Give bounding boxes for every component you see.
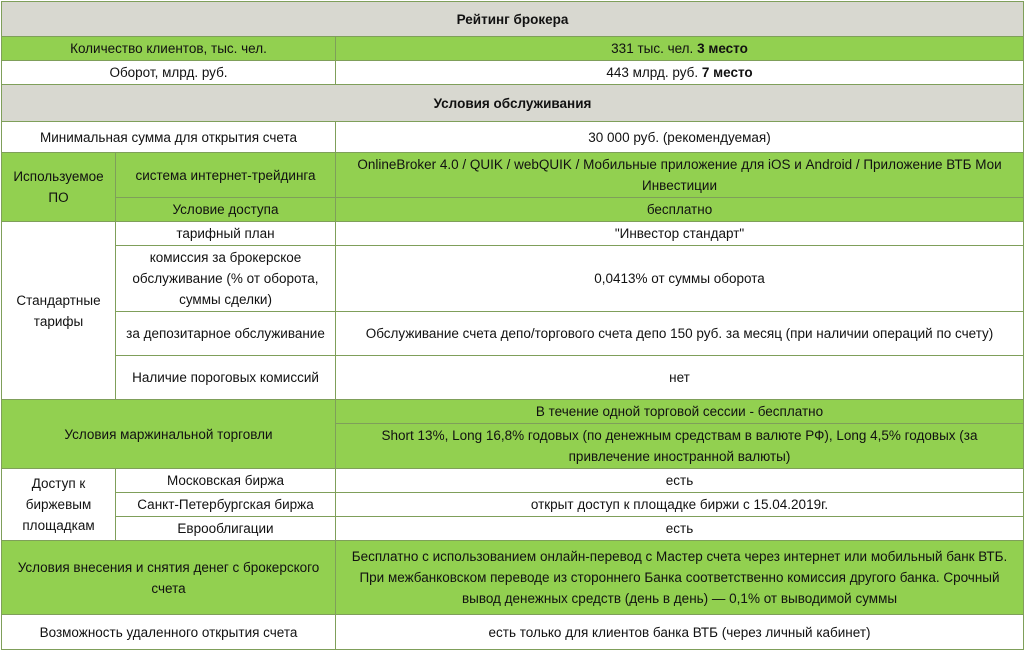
clients-rank: 3 место bbox=[697, 41, 748, 56]
threshold-value: нет bbox=[336, 356, 1024, 400]
turnover-value: 443 млрд. руб. bbox=[606, 65, 699, 80]
access-label: Условие доступа bbox=[116, 198, 336, 222]
threshold-label: Наличие пороговых комиссий bbox=[116, 356, 336, 400]
turnover-label: Оборот, млрд. руб. bbox=[2, 61, 336, 85]
spb-label: Санкт-Петербургская биржа bbox=[116, 493, 336, 517]
moex-value: есть bbox=[336, 469, 1024, 493]
tariff-plan-value: "Инвестор стандарт" bbox=[336, 222, 1024, 246]
clients-label: Количество клиентов, тыс. чел. bbox=[2, 37, 336, 61]
depository-value: Обслуживание счета депо/торгового счета депо 150 руб. за месяц (при наличии операций по счету) bbox=[336, 312, 1024, 356]
remote-label: Возможность удаленного открытия счета bbox=[2, 615, 336, 650]
trading-system-label: система интернет-трейдинга bbox=[116, 153, 336, 198]
deposit-value: Бесплатно с использованием онлайн-перевод с Мастер счета через интернет или мобильный банк ВТБ. При межбанковском переводе из стороннего Банка соответственно комиссия другого банка. Срочный вывод денежных средств (день в день) — 0,1% от выводимой суммы bbox=[336, 541, 1024, 615]
margin-label: Условия маржинальной торговли bbox=[2, 400, 336, 469]
commission-value: 0,0413% от суммы оборота bbox=[336, 246, 1024, 312]
clients-value-cell bbox=[336, 37, 1024, 61]
broker-table bbox=[1, 1, 1024, 650]
eurobonds-value: есть bbox=[336, 517, 1024, 541]
margin-value-1: В течение одной торговой сессии - бесплатно bbox=[336, 400, 1024, 424]
tariff-plan-label: тарифный план bbox=[116, 222, 336, 246]
turnover-value-cell bbox=[336, 61, 1024, 85]
exchanges-label: Доступ к биржевым площадкам bbox=[2, 469, 116, 541]
commission-label: комиссия за брокерское обслуживание (% от оборота, суммы сделки) bbox=[116, 246, 336, 312]
section-service-header: Условия обслуживания bbox=[2, 85, 1024, 122]
clients-value: 331 тыс. чел. bbox=[611, 41, 694, 56]
depository-label: за депозитарное обслуживание bbox=[116, 312, 336, 356]
tariffs-label: Стандартные тарифы bbox=[2, 222, 116, 400]
margin-value-2: Short 13%, Long 16,8% годовых (по денежным средствам в валюте РФ), Long 4,5% годовых (за привлечение иностранной валюты) bbox=[336, 424, 1024, 469]
moex-label: Московская биржа bbox=[116, 469, 336, 493]
spb-value: открыт доступ к площадке биржи с 15.04.2019г. bbox=[336, 493, 1024, 517]
trading-system-value: OnlineBroker 4.0 / QUIK / webQUIK / Мобильные приложение для iOS и Android / Приложение ВТБ Мои Инвестиции bbox=[336, 153, 1024, 198]
software-label: Используемое ПО bbox=[2, 153, 116, 222]
min-sum-value: 30 000 руб. (рекомендуемая) bbox=[336, 122, 1024, 153]
deposit-label: Условия внесения и снятия денег с брокерского счета bbox=[2, 541, 336, 615]
turnover-rank: 7 место bbox=[701, 65, 753, 80]
remote-value: есть только для клиентов банка ВТБ (через личный кабинет) bbox=[336, 615, 1024, 650]
section-rating-header: Рейтинг брокера bbox=[2, 2, 1024, 37]
eurobonds-label: Еврооблигации bbox=[116, 517, 336, 541]
min-sum-label: Минимальная сумма для открытия счета bbox=[2, 122, 336, 153]
access-value: бесплатно bbox=[336, 198, 1024, 222]
